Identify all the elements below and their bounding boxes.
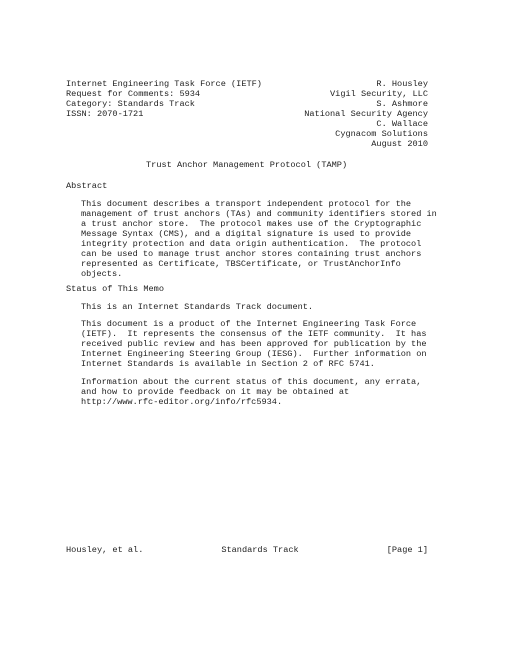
header-left-line: Internet Engineering Task Force (IETF) bbox=[66, 79, 262, 89]
status-para3-line: Information about the current status of this document, any errata, bbox=[81, 377, 422, 387]
status-para1-line: This is an Internet Standards Track document. bbox=[81, 302, 314, 312]
header-left-line: Category: Standards Track bbox=[66, 99, 195, 109]
status-para2-line: (IETF). It represents the consensus of the IETF community. It has bbox=[81, 329, 427, 339]
status-para2-line: This document is a product of the Internet Engineering Task Force bbox=[81, 319, 417, 329]
header-right-line: C. Wallace bbox=[376, 119, 428, 129]
abstract-line: represented as Certificate, TBSCertificate, or TrustAnchorInfo bbox=[81, 259, 401, 269]
abstract-line: can be used to manage trust anchor stores containing trust anchors bbox=[81, 249, 422, 259]
header-left-line: Request for Comments: 5934 bbox=[66, 89, 201, 99]
header-right-line: S. Ashmore bbox=[376, 99, 428, 109]
header-right-line: August 2010 bbox=[371, 139, 428, 149]
status-para2-line: Internet Engineering Steering Group (IESG). Further information on bbox=[81, 349, 427, 359]
status-para3-line: and how to provide feedback on it may be obtained at bbox=[81, 387, 350, 397]
abstract-heading: Abstract bbox=[66, 181, 108, 191]
abstract-line: a trust anchor store. The protocol makes use of the Cryptographic bbox=[81, 219, 422, 229]
status-para2-line: Internet Standards is available in Section 2 of RFC 5741. bbox=[81, 359, 375, 369]
header-right-line: National Security Agency bbox=[304, 109, 428, 119]
document-title: Trust Anchor Management Protocol (TAMP) bbox=[146, 160, 348, 170]
footer-page-number: [Page 1] bbox=[386, 545, 428, 555]
abstract-line: Message Syntax (CMS), and a digital signature is used to provide bbox=[81, 229, 412, 239]
abstract-line: management of trust anchors (TAs) and community identifiers stored in bbox=[81, 209, 437, 219]
header-right-line: Cygnacom Solutions bbox=[335, 129, 428, 139]
status-para3-line: http://www.rfc-editor.org/info/rfc5934. bbox=[81, 397, 283, 407]
abstract-line: objects. bbox=[81, 269, 123, 279]
status-heading: Status of This Memo bbox=[66, 284, 164, 294]
header-right-line: Vigil Security, LLC bbox=[330, 89, 428, 99]
abstract-line: This document describes a transport independent protocol for the bbox=[81, 199, 412, 209]
header-right-line: R. Housley bbox=[376, 79, 428, 89]
header-left-line: ISSN: 2070-1721 bbox=[66, 109, 144, 119]
abstract-line: integrity protection and data origin authentication. The protocol bbox=[81, 239, 422, 249]
footer-authors: Housley, et al. bbox=[66, 545, 144, 555]
footer-category: Standards Track bbox=[221, 545, 299, 555]
status-para2-line: received public review and has been approved for publication by the bbox=[81, 339, 427, 349]
